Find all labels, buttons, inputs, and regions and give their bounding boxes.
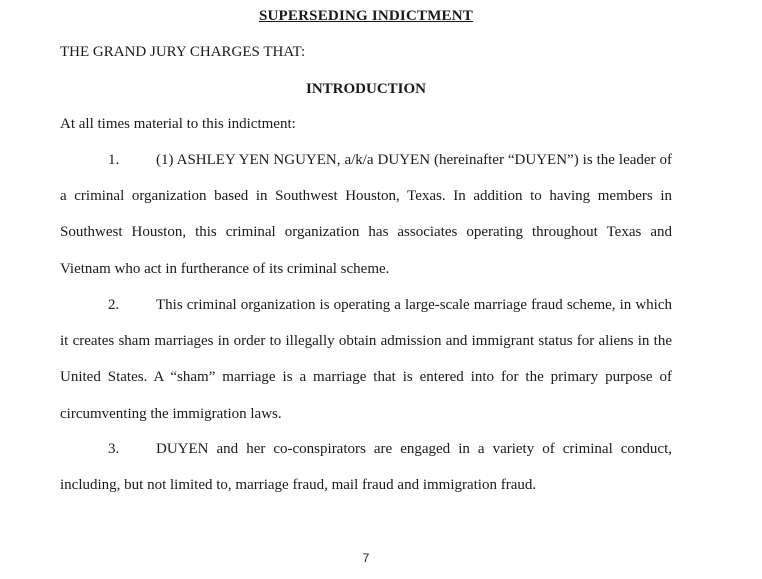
page-number: 7 — [362, 551, 370, 565]
paragraph-number: 1. — [108, 152, 120, 168]
section-heading: INTRODUCTION — [305, 81, 426, 97]
paragraph-1 — [60, 142, 672, 287]
paragraph-3 — [60, 431, 672, 503]
paragraph-number: 2. — [108, 297, 120, 313]
paragraph-2 — [60, 287, 672, 432]
document-title: SUPERSEDING INDICTMENT — [258, 8, 474, 24]
intro-line: At all times material to this indictment: — [60, 116, 296, 132]
paragraph-text: This criminal organization is operating a large-scale marriage fraud scheme, in which it creates sham marriages in order to illegally obtain admission and immigrant status for aliens in the United States. A “sham” marriage is a marriage that is entered into for the primary purpose of circumventing the immigration laws. — [60, 297, 672, 422]
paragraph-text: (1) ASHLEY YEN NGUYEN, a/k/a DUYEN (hereinafter “DUYEN”) is the leader of a criminal organization based in Southwest Houston, Texas. In addition to having members in Southwest Houston, this criminal organization has associates operating throughout Texas and Vietnam who act in furtherance of its criminal scheme. — [60, 152, 672, 277]
charge-line: THE GRAND JURY CHARGES THAT: — [60, 44, 306, 60]
paragraph-number: 3. — [108, 441, 120, 457]
paragraph-text: DUYEN and her co-conspirators are engaged in a variety of criminal conduct, including, but not limited to, marriage fraud, mail fraud and immigration fraud. — [60, 441, 672, 494]
